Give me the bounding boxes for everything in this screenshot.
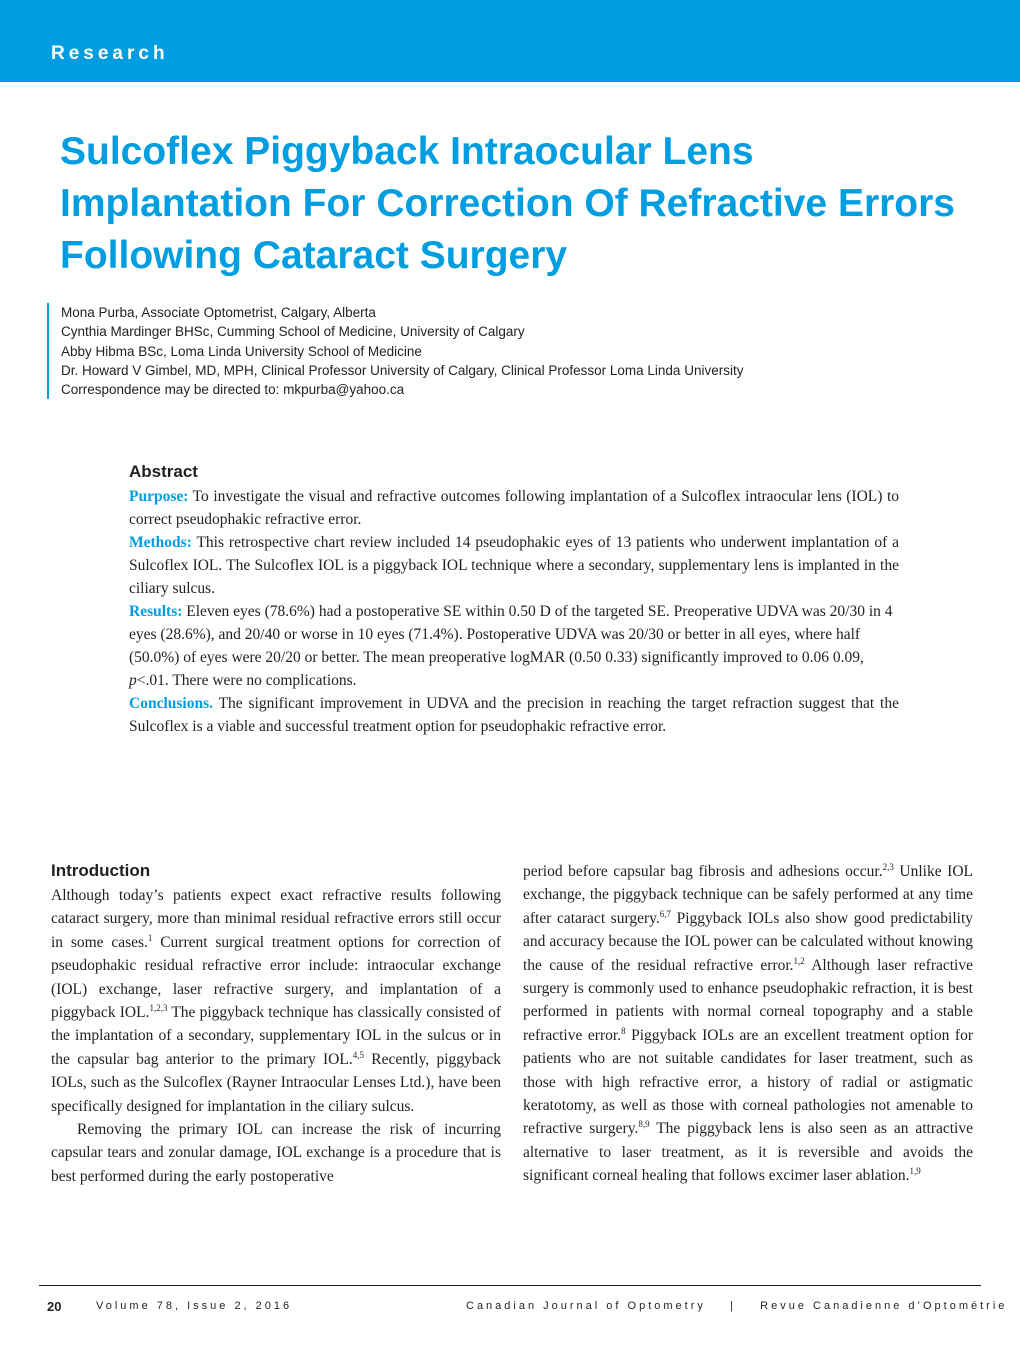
results-text-end: <.01. There were no complications. [136,672,357,689]
citation: 8,9 [638,1119,650,1130]
text-run: Current surgical treatment options for correction of pseudophakic residual refractive error include: intraocular exchange (IOL) exchange, laser refractive surgery, and implantation of a piggyback IOL. [51,933,501,1022]
author-line: Abby Hibma BSc, Loma Linda University School of Medicine [61,343,422,359]
text-run: Although laser refractive surgery is commonly used to enhance pseudophakic refraction, it is best performed in patients with normal corneal topography and a stable refractive error. [523,956,973,1044]
citation: 4,5 [352,1049,364,1060]
citation: 8 [621,1025,626,1036]
text-run: The piggyback lens is also seen as an attractive alternative to laser treatment, as it is reversible and avoids the significant corneal healing that follows excimer laser ablation. [523,1120,973,1185]
footer-divider [39,1285,981,1286]
article-title: Sulcoflex Piggyback Intraocular Lens Implantation For Correction Of Refractive Errors Following Cataract Surgery [60,130,956,277]
intro-paragraph-1 [51,884,501,1118]
methods-text: This retrospective chart review included 14 pseudophakic eyes of 13 patients who underwent implantation of a Sulcoflex IOL. The Sulcoflex IOL is a piggyback IOL technique where a secondary, supplementary lens is implanted in the ciliary sulcus. [129,534,899,597]
citation: 1,9 [909,1166,921,1177]
results-label: Results: [129,603,183,620]
abstract-purpose [129,485,899,531]
citation: 1,2,3 [149,1002,168,1013]
purpose-text: To investigate the visual and refractive outcomes following implantation of a Sulcoflex intraocular lens (IOL) to correct pseudophakic refractive error. [129,488,899,528]
citation: 1 [147,932,153,943]
journal-name: Canadian Journal of Optometry | Revue Canadienne d’Optométrie [466,1300,1008,1312]
abstract-heading: Abstract [129,462,198,481]
abstract [129,460,899,738]
left-column [51,858,501,1188]
text-run: Recently, piggyback IOLs, such as the Sulcoflex (Rayner Intraocular Lenses Ltd.), have been specifically designed for implantation in the ciliary sulcus. [51,1050,502,1115]
conclusions-label: Conclusions. [129,695,213,712]
text-run: Although today’s patients expect exact refractive results following cataract surgery, more than minimal residual refractive errors still occur in some cases. [51,887,501,951]
section-label: Research [51,43,169,64]
author-block [47,303,947,399]
author-line: Dr. Howard V Gimbel, MD, MPH, Clinical Professor University of Calgary, Clinical Professor Loma Linda University [61,362,744,378]
abstract-methods [129,531,899,600]
header-band [0,0,1020,82]
citation: 2,3 [882,861,894,872]
citation: 6,7 [659,908,672,919]
text-run: Unlike IOL exchange, the piggyback technique can be safely performed at any time after cataract surgery. [523,863,973,927]
abstract-results [129,600,899,692]
text-run: The piggyback technique has classically consisted of the implantation of a secondary, supplementary IOL in the sulcus or in the capsular bag anterior to the primary IOL. [51,1004,502,1068]
results-text: Eleven eyes (78.6%) had a postoperative SE within 0.50 D of the targeted SE. Preoperative UDVA was 20/30 in 4 eyes (28.6%), and 20/40 or worse in 10 eyes (71.4%). Postoperative UDVA was 20/30 or better in all eyes, where half (50.0%) of eyes were 20/20 or better. The mean preoperative logMAR (0.50 0.33) significantly improved to 0.06 0.09, [129,603,893,666]
right-column [523,860,973,1188]
intro-paragraph-2-cont [523,860,973,1188]
text-run: Piggyback IOLs are an excellent treatment option for patients who are not suitable candidates for laser treatment, such as those with high refractive error, a history of radial or astigmatic keratotomy, as well as those with corneal pathologies not amenable to refractive surgery. [523,1026,973,1138]
author-line: Mona Purba, Associate Optometrist, Calgary, Alberta [61,305,376,320]
intro-paragraph-2: Removing the primary IOL can increase the risk of incurring capsular tears and zonular damage, IOL exchange is a procedure that is best performed during the early postoperative [51,1121,501,1185]
correspondence-line: Correspondence may be directed to: mkpurba@yahoo.ca [61,382,405,398]
page-number: 20 [47,1299,62,1314]
purpose-label: Purpose: [129,488,189,505]
text-run: Piggyback IOLs also show good predictability and accuracy because the IOL power can be calculated without knowing the cause of the residual refractive error. [523,909,974,974]
text-run: period before capsular bag fibrosis and adhesions occur. [523,863,883,880]
author-line: Cynthia Mardinger BHSc, Cumming School of Medicine, University of Calgary [61,324,525,340]
citation: 1,2 [793,955,805,966]
conclusions-text: The significant improvement in UDVA and the precision in reaching the target refraction suggest that the Sulcoflex is a viable and successful treatment option for pseudophakic refractive error. [129,695,899,735]
volume-info: Volume 78, Issue 2, 2016 [96,1300,293,1312]
introduction-heading: Introduction [51,861,151,880]
p-value-symbol: p [129,672,137,689]
abstract-conclusions [129,692,899,738]
methods-label: Methods: [129,534,192,551]
